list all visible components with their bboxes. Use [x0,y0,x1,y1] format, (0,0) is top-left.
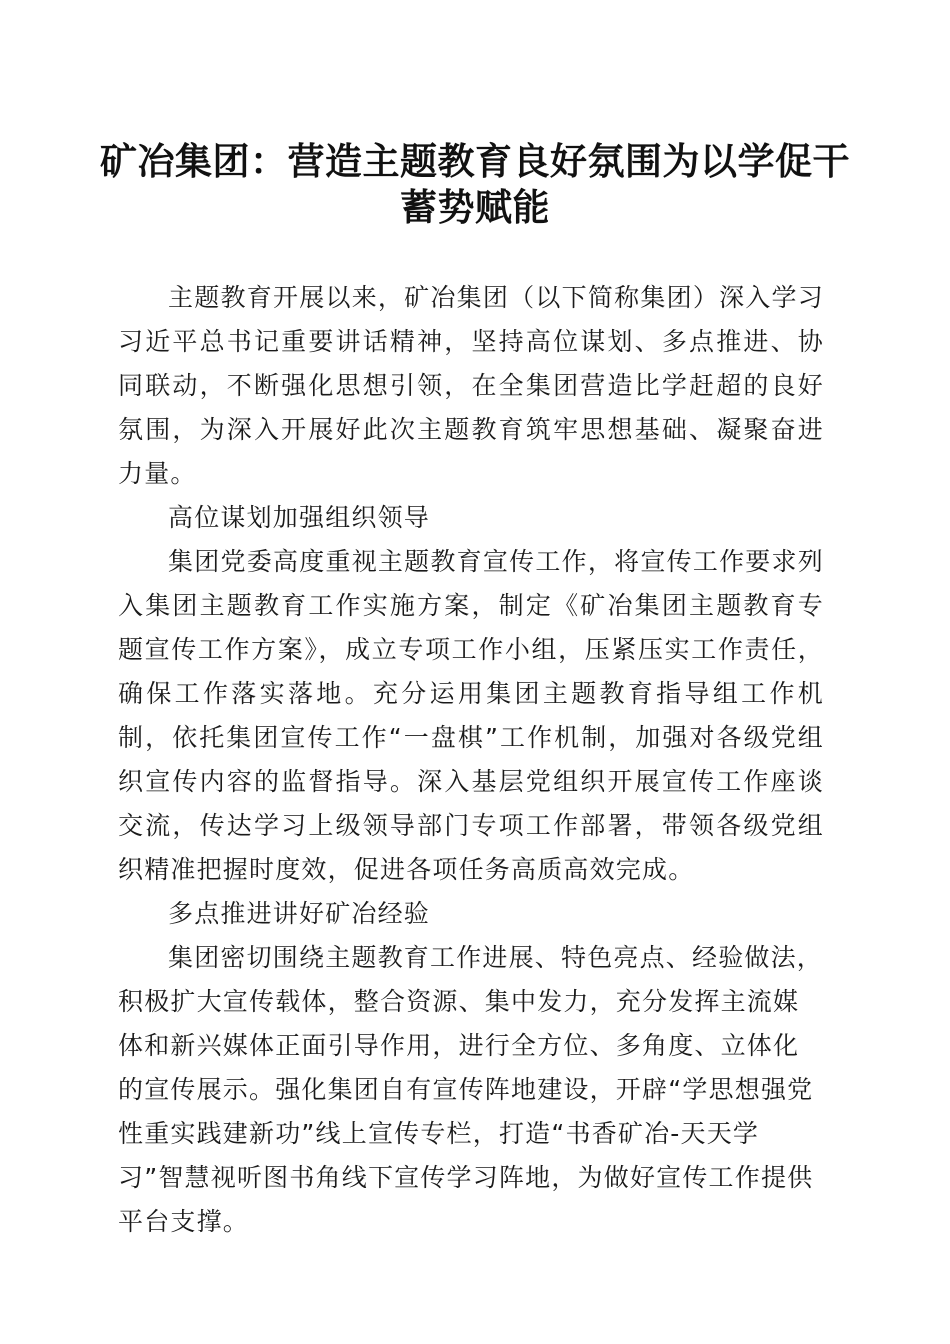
document-body [118,276,824,1244]
section-heading-organization: 高位谋划加强组织领导 [168,503,431,532]
title-line-1: 矿冶集团：营造主题教育良好氛围为以学促干 [100,139,850,183]
section-heading-experience: 多点推进讲好矿冶经验 [168,899,431,928]
section-paragraph-organization: 集团党委高度重视主题教育宣传工作，将宣传工作要求列入集团主题教育工作实施方案，制定《矿冶集团主题教育专题宣传工作方案》，成立专项工作小组，压紧压实工作责任，确保工作落实落地。充分运用集团主题教育指导组工作机制，依托集团宣传工作“一盘棋”工作机制，加强对各级党组织宣传内容的监督指导。深入基层党组织开展宣传工作座谈交流，传达学习上级领导部门专项工作部署，带领各级党组织精准把握时度效，促进各项任务高质高效完成。 [118,547,824,884]
page-title [100,138,850,230]
intro-paragraph: 主题教育开展以来，矿冶集团（以下简称集团）深入学习习近平总书记重要讲话精神，坚持高位谋划、多点推进、协同联动，不断强化思想引领，在全集团营造比学赶超的良好氛围，为深入开展好此次主题教育筑牢思想基础、凝聚奋进力量。 [118,283,824,488]
title-line-2: 蓄势赋能 [400,185,550,229]
section-paragraph-experience: 集团密切围绕主题教育工作进展、特色亮点、经验做法，积极扩大宣传载体，整合资源、集中发力，充分发挥主流媒体和新兴媒体正面引导作用，进行全方位、多角度、立体化的宣传展示。强化集团自有宣传阵地建设，开辟“学思想强党性重实践建新功”线上宣传专栏，打造“书香矿冶-天天学习”智慧视听图书角线下宣传学习阵地，为做好宣传工作提供平台支撑。 [118,943,824,1236]
